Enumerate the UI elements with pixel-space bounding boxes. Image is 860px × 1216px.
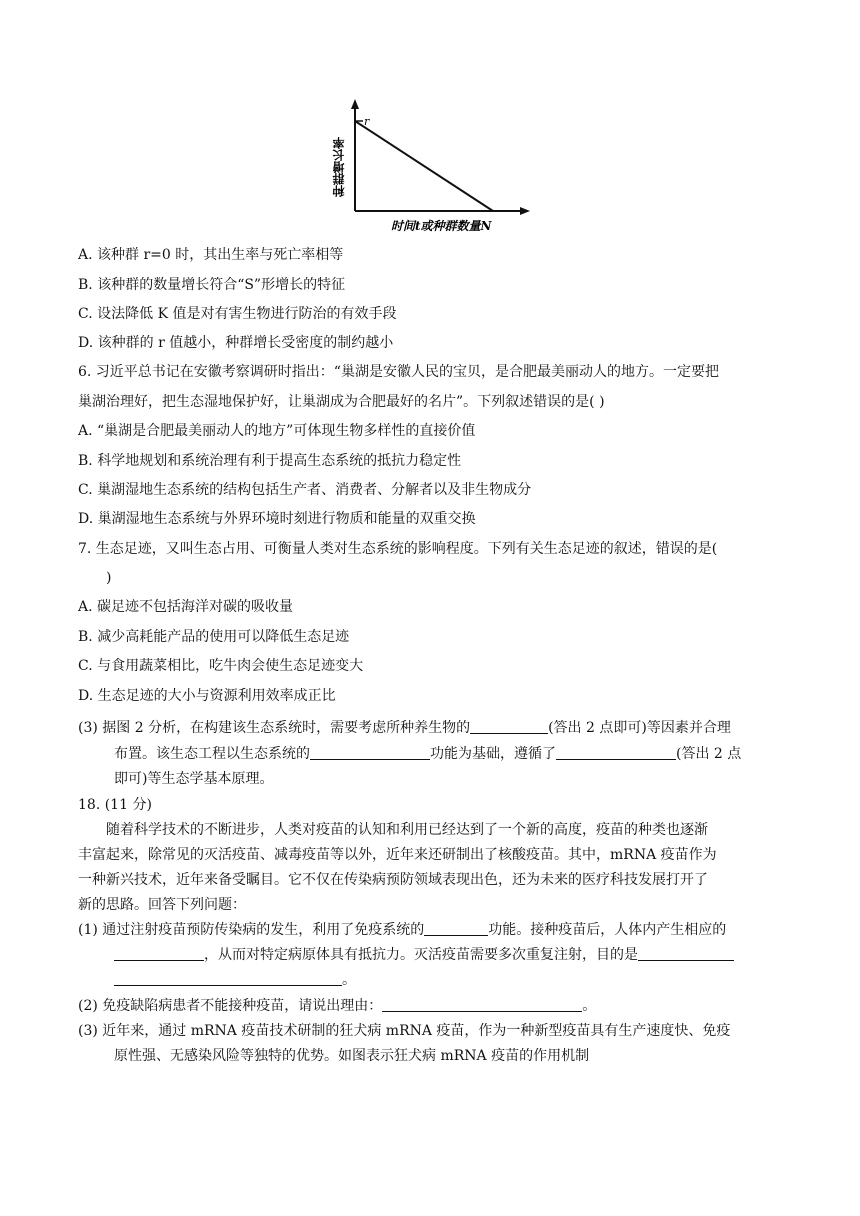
q18-3-line2: 原性强、无感染风险等独特的优势。如图表示狂犬病 mRNA 疫苗的作用机制: [114, 1048, 590, 1064]
q18-1-line2: [114, 945, 734, 965]
chart-ylabel: 种群增长率: [332, 137, 346, 197]
answer-blank[interactable]: [424, 921, 488, 936]
answer-blank[interactable]: [556, 745, 676, 760]
x-axis-arrow: [520, 207, 530, 215]
q6-option-a: A. “巢湖是合肥最美丽动人的地方”可体现生物多样性的直接价值: [78, 423, 476, 439]
q6-stem-line1: 6. 习近平总书记在安徽考察调研时指出：“巢湖是安徽人民的宝贝，是合肥最美丽动人的地方。一定要把: [78, 364, 719, 380]
q18-1-text-b: 功能。接种疫苗后，人体内产生相应的: [488, 922, 727, 938]
q18-3-line1: (3) 近年来，通过 mRNA 疫苗技术研制的狂犬病 mRNA 疫苗，作为一种新型疫苗具有生产速度快、免疫: [78, 1023, 731, 1039]
q18-para-line4: 新的思路。回答下列问题：: [78, 897, 246, 913]
q7-stem-line2: ): [106, 570, 112, 586]
q5-option-c: C. 设法降低 K 值是对有害生物进行防治的有效手段: [78, 306, 397, 322]
growth-rate-chart: [325, 95, 545, 235]
q17-3-text-1a: (3) 据图 2 分析，在构建该生态系统时，需要考虑所种养生物的: [78, 720, 471, 736]
q18-heading: 18. (11 分): [78, 797, 152, 813]
q18-1-line1: [78, 920, 726, 940]
q5-option-d: D. 该种群的 r 值越小，种群增长受密度的制约越小: [78, 335, 394, 351]
q18-para-line3: 一种新兴技术，近年来备受瞩目。它不仅在传染病预防领域表现出色，还为未来的医疗科技发展打开了: [78, 872, 708, 888]
growth-rate-line: [355, 121, 493, 211]
q7-option-a: A. 碳足迹不包括海洋对碳的吸收量: [78, 599, 294, 615]
q6-option-d: D. 巢湖湿地生态系统与外界环境时刻进行物质和能量的双重交换: [78, 511, 476, 527]
q18-2-text-a: (2) 免疫缺陷病患者不能接种疫苗，请说出理由：: [78, 998, 383, 1014]
q18-1-line3: [114, 970, 356, 990]
q18-para-line1: 随着科学技术的不断进步，人类对疫苗的认知和利用已经达到了一个新的高度，疫苗的种类也逐渐: [106, 822, 708, 838]
q17-3-text-2c: (答出 2 点: [676, 746, 742, 762]
q6-stem-line2: 巢湖治理好，把生态湿地保护好，让巢湖成为合肥最好的名片”。下列叙述错误的是( ): [78, 394, 605, 410]
answer-blank[interactable]: [382, 997, 582, 1012]
r-mark: r: [364, 115, 370, 128]
q18-1-text-d: 。: [342, 972, 356, 988]
q18-2-text-b: 。: [582, 998, 597, 1014]
chart-xlabel: 时间t或种群数量N: [391, 219, 492, 233]
q17-3-text-2b: 功能为基础，遵循了: [430, 746, 556, 762]
q18-1-text-c: ，从而对特定病原体具有抵抗力。灭活疫苗需要多次重复注射，目的是: [204, 947, 638, 963]
q5-option-b: B. 该种群的数量增长符合“S”形增长的特征: [78, 277, 346, 293]
q7-stem-line1: 7. 生态足迹，又叫生态占用、可衡量人类对生态系统的影响程度。下列有关生态足迹的叙述，错误的是(: [78, 541, 718, 557]
q17-3-line1: [78, 718, 731, 738]
y-axis-arrow: [351, 99, 359, 109]
answer-blank[interactable]: [470, 719, 548, 734]
answer-blank[interactable]: [114, 946, 204, 961]
q5-option-a: A. 该种群 r=0 时，其出生率与死亡率相等: [78, 247, 344, 263]
q7-option-d: D. 生态足迹的大小与资源利用效率成正比: [78, 688, 336, 704]
q18-para-line2: 丰富起来，除常见的灭活疫苗、减毒疫苗等以外，近年来还研制出了核酸疫苗。其中，mRNA 疫苗作为: [78, 847, 717, 863]
q7-option-c: C. 与食用蔬菜相比，吃牛肉会使生态足迹变大: [78, 658, 364, 674]
q17-3-line2: [114, 744, 741, 764]
answer-blank[interactable]: [638, 946, 734, 961]
q6-option-c: C. 巢湖湿地生态系统的结构包括生产者、消费者、分解者以及非生物成分: [78, 482, 532, 498]
q17-3-text-2a: 布置。该生态工程以生态系统的: [114, 746, 310, 762]
q17-3-line3: 即可)等生态学基本原理。: [114, 771, 274, 787]
q7-option-b: B. 减少高耗能产品的使用可以降低生态足迹: [78, 629, 350, 645]
q18-1-text-a: (1) 通过注射疫苗预防传染病的发生，利用了免疫系统的: [78, 922, 425, 938]
q18-2-line: [78, 996, 596, 1016]
q6-option-b: B. 科学地规划和系统治理有利于提高生态系统的抵抗力稳定性: [78, 453, 462, 469]
answer-blank[interactable]: [114, 971, 342, 986]
q17-3-text-1b: (答出 2 点即可)等因素并合理: [548, 720, 731, 736]
answer-blank[interactable]: [310, 745, 430, 760]
